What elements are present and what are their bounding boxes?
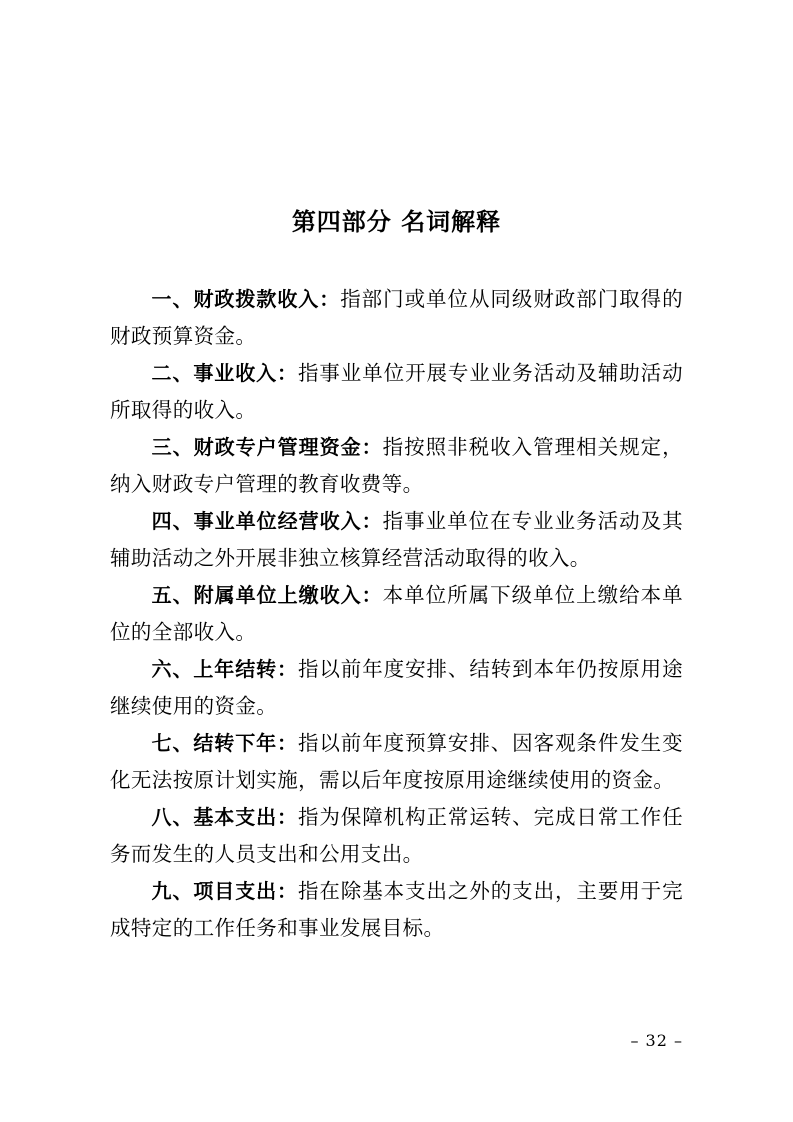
list-item [110,799,683,873]
term-label: 四、事业单位经营收入： [151,508,383,533]
page-content [110,0,683,1122]
list-item [110,725,683,799]
term-definition: 指以前年度预算安排、因客观条件发生变化无法按原计划实施，需以后年度按原用途继续使用的资金。 [110,730,683,792]
term-label: 二、事业收入： [151,360,298,385]
glossary-list [110,281,683,947]
list-item [110,577,683,651]
term-definition: 指部门或单位从同级财政部门取得的财政预算资金。 [110,286,683,348]
term-definition: 本单位所属下级单位上缴给本单位的全部收入。 [110,582,683,644]
page-title: 第四部分 名词解释 [291,208,502,236]
term-definition: 指为保障机构正常运转、完成日常工作任务而发生的人员支出和公用支出。 [110,804,683,866]
term-definition: 指在除基本支出之外的支出，主要用于完成特定的工作任务和事业发展目标。 [110,878,683,940]
term-label: 六、上年结转： [151,656,298,681]
list-item [110,281,683,355]
list-item [110,651,683,725]
term-label: 八、基本支出： [151,804,298,829]
list-item [110,429,683,503]
page-number: – 32 – [630,1031,683,1050]
term-label: 一、财政拨款收入： [151,286,341,311]
term-definition: 指事业单位在专业业务活动及其辅助活动之外开展非独立核算经营活动取得的收入。 [110,508,683,570]
term-definition: 指以前年度安排、结转到本年仍按原用途继续使用的资金。 [110,656,683,718]
term-label: 七、结转下年： [151,730,298,755]
term-label: 三、财政专户管理资金： [151,434,383,459]
list-item [110,873,683,947]
term-label: 九、项目支出： [151,878,298,903]
list-item [110,503,683,577]
list-item [110,355,683,429]
term-label: 五、附属单位上缴收入： [151,582,383,607]
term-definition: 指事业单位开展专业业务活动及辅助活动所取得的收入。 [110,360,683,422]
term-definition: 指按照非税收入管理相关规定，纳入财政专户管理的教育收费等。 [110,434,683,496]
